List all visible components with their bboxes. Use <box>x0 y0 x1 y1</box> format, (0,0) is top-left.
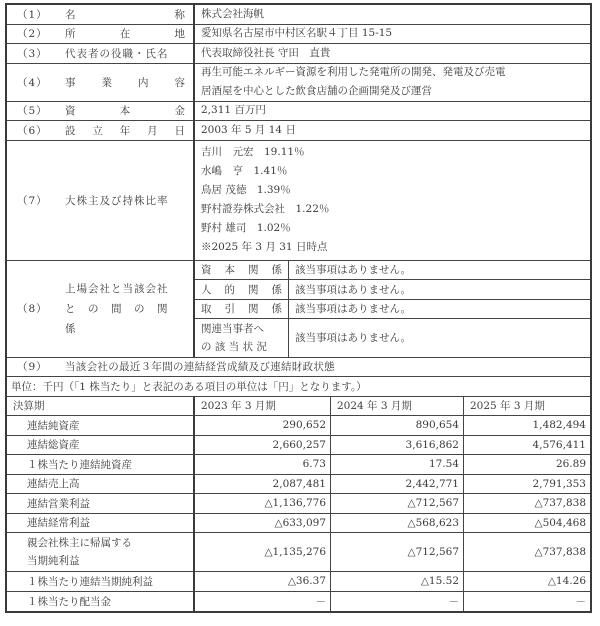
table-row <box>7 475 590 495</box>
table-row <box>7 514 590 534</box>
row-label <box>59 102 195 121</box>
row-label <box>59 64 195 101</box>
table-cell: 3,616,862 <box>331 436 464 455</box>
table-row <box>7 533 590 572</box>
row-name <box>7 5 590 25</box>
header-fy2025: 2025 年 3 月期 <box>470 400 545 413</box>
label-char: 資 <box>65 105 76 118</box>
row-label: １株当たり連結純資産 <box>7 455 195 474</box>
table-row <box>7 416 590 436</box>
row-label: 連結総資産 <box>7 436 195 455</box>
row-label <box>7 533 195 571</box>
established-date: 2003 年 5 月 14 日 <box>201 123 296 136</box>
shareholder-item: 吉川 元宏 19.11％ <box>201 146 305 158</box>
relationship-related-party <box>195 319 590 357</box>
label-char: 地 <box>174 28 185 41</box>
row-relationship <box>7 261 590 358</box>
table-cell: △36.37 <box>195 572 331 591</box>
shareholder-item: 野村證券株式会社 1.22％ <box>201 203 330 215</box>
financials-header <box>7 397 590 417</box>
row-business <box>7 64 590 102</box>
label-char: 月 <box>147 124 158 137</box>
row-representative <box>7 44 590 64</box>
table-cell: △14.26 <box>547 575 586 588</box>
row-number: （8） <box>17 303 48 315</box>
sub-value: 該当事項はありません。 <box>295 264 412 277</box>
table-cell: 26.89 <box>555 458 586 471</box>
label-char: 容 <box>174 76 185 89</box>
table-row <box>7 436 590 456</box>
table-cell: △15.52 <box>331 572 464 591</box>
row-number: （6） <box>17 124 48 137</box>
sub-value: 該当事項はありません。 <box>295 283 412 296</box>
label-char: 立 <box>92 124 103 137</box>
row-number: （2） <box>17 28 48 41</box>
row-number: （1） <box>17 8 48 21</box>
label-char: 事 <box>65 76 76 89</box>
label-char: 関 <box>248 303 259 316</box>
label-char: 的 <box>224 283 235 296</box>
table-cell: △712,567 <box>331 533 464 571</box>
row-label: 連結経常利益 <box>7 514 195 533</box>
shareholder-note: ※2025 年 3 月 31 日時点 <box>201 241 328 253</box>
label-char: 年 <box>119 124 131 137</box>
table-row <box>7 455 590 475</box>
row-label <box>59 121 195 140</box>
label-char: 人 <box>201 283 212 296</box>
sub-value: 該当事項はありません。 <box>295 332 412 345</box>
shareholder-item: 野村 雄司 1.02％ <box>201 222 291 234</box>
table-row <box>7 494 590 514</box>
row-label <box>59 261 195 357</box>
table-cell: △568,623 <box>331 514 464 533</box>
relationship-transaction <box>195 300 590 320</box>
company-address: 愛知県名古屋市中村区名駅４丁目 15-15 <box>201 27 393 40</box>
label-char: 金 <box>174 105 185 118</box>
sub-value: 該当事項はありません。 <box>295 303 412 316</box>
row-label: １株当たり連結当期純利益 <box>7 572 195 591</box>
sub-label <box>195 261 289 280</box>
row-shareholders <box>7 141 590 261</box>
table-cell: － <box>331 592 464 612</box>
unit-note-row <box>7 377 590 397</box>
row-number: （3） <box>17 47 48 60</box>
label-char: 日 <box>174 124 185 137</box>
representative: 代表取締役社長 守田 直貴 <box>201 46 331 59</box>
capital: 2,311 百万円 <box>201 104 266 117</box>
header-fy2024: 2024 年 3 月期 <box>331 397 464 416</box>
row-number: （7） <box>17 194 48 207</box>
sub-label <box>195 319 289 357</box>
shareholder-item: 鳥居 茂徳 1.39％ <box>201 184 291 196</box>
table-cell: △712,567 <box>331 494 464 513</box>
label-char: 本 <box>224 264 235 277</box>
sub-label <box>195 280 289 299</box>
table-cell: 2,791,353 <box>532 477 586 490</box>
table-cell: 4,576,411 <box>532 438 586 451</box>
table-cell: △737,838 <box>534 497 586 510</box>
business-description <box>195 64 590 101</box>
header-fy2023: 2023 年 3 月期 <box>195 397 331 416</box>
label-line: と の 間 の 関 係 <box>65 302 180 335</box>
row-label: 連結営業利益 <box>7 494 195 513</box>
shareholder-item: 水嶋 亨 1.41％ <box>201 165 288 177</box>
row-established <box>7 121 590 141</box>
company-overview-table <box>5 3 592 613</box>
label-char: 引 <box>224 303 235 316</box>
table-cell: △737,838 <box>534 546 586 558</box>
business-line: 再生可能エネルギー資源を利用した発電所の開発、発電及び売電 <box>201 66 506 78</box>
row-number: （5） <box>17 105 48 118</box>
business-line: 居酒屋を中心とした飲食店舗の企画開発及び運営 <box>201 85 432 97</box>
label-char: 係 <box>271 264 282 277</box>
label-line: 親会社株主に帰属する <box>27 537 132 549</box>
table-cell: △504,468 <box>534 516 586 529</box>
row-financials-title <box>7 358 590 378</box>
table-cell: 2,660,257 <box>195 436 331 455</box>
label-line: の 該 当 状 況 <box>201 340 267 353</box>
row-label: 連結売上高 <box>7 475 195 494</box>
label-char: 称 <box>174 8 185 21</box>
table-cell: － <box>195 592 331 612</box>
relationship-capital <box>195 261 590 281</box>
table-cell: △1,136,776 <box>195 494 331 513</box>
table-cell: 6.73 <box>195 455 331 474</box>
relationship-personnel <box>195 280 590 300</box>
table-row <box>7 572 590 592</box>
label-line: 当期純利益 <box>27 555 80 567</box>
label-char: 関 <box>248 264 259 277</box>
label-char: 関 <box>248 283 259 296</box>
relationship-subtable <box>195 261 590 357</box>
label-line: 関連当事者へ <box>201 322 264 335</box>
label-char: 資 <box>201 264 212 277</box>
table-cell: － <box>575 595 586 608</box>
header-period: 決算期 <box>7 397 195 416</box>
label-char: 名 <box>65 8 76 21</box>
sub-label <box>195 300 289 319</box>
table-cell: △1,135,276 <box>195 533 331 571</box>
financials-body <box>7 416 590 611</box>
table-cell: 17.54 <box>331 455 464 474</box>
label-char: 所 <box>65 28 76 41</box>
label-line: 上場会社と当該会社 <box>65 282 169 295</box>
table-cell: 290,652 <box>195 416 331 435</box>
row-label: 代表者の役職・氏名 <box>59 44 195 63</box>
table-cell: 2,442,771 <box>331 475 464 494</box>
label-char: 業 <box>101 76 112 89</box>
table-cell: 890,654 <box>331 416 464 435</box>
table-row <box>7 592 590 612</box>
table-cell: △633,097 <box>195 514 331 533</box>
row-label <box>59 25 195 44</box>
row-number: （4） <box>17 76 48 89</box>
section-title: 当該会社の最近３年間の連結経営成績及び連結財政状態 <box>65 361 335 374</box>
row-label: 連結純資産 <box>7 416 195 435</box>
company-name: 株式会社海帆 <box>201 7 264 20</box>
row-label <box>59 5 195 24</box>
shareholder-list <box>195 141 590 260</box>
table-cell: 1,482,494 <box>532 419 586 432</box>
row-address <box>7 25 590 45</box>
label-char: 内 <box>138 76 149 89</box>
label-char: 本 <box>119 105 131 118</box>
row-number: （9） <box>17 361 48 374</box>
label-char: 係 <box>271 303 282 316</box>
label-char: 係 <box>271 283 282 296</box>
row-label: １株当たり配当金 <box>7 592 195 612</box>
label-char: 設 <box>65 124 76 137</box>
row-capital <box>7 102 590 122</box>
table-cell: 2,087,481 <box>195 475 331 494</box>
label-char: 在 <box>119 28 131 41</box>
label-char: 取 <box>201 303 212 316</box>
unit-note: 単位：千円（「1 株当たり」と表記のある項目の単位は「円」となります。） <box>11 380 367 393</box>
row-label: 大株主及び持株比率 <box>59 141 195 260</box>
